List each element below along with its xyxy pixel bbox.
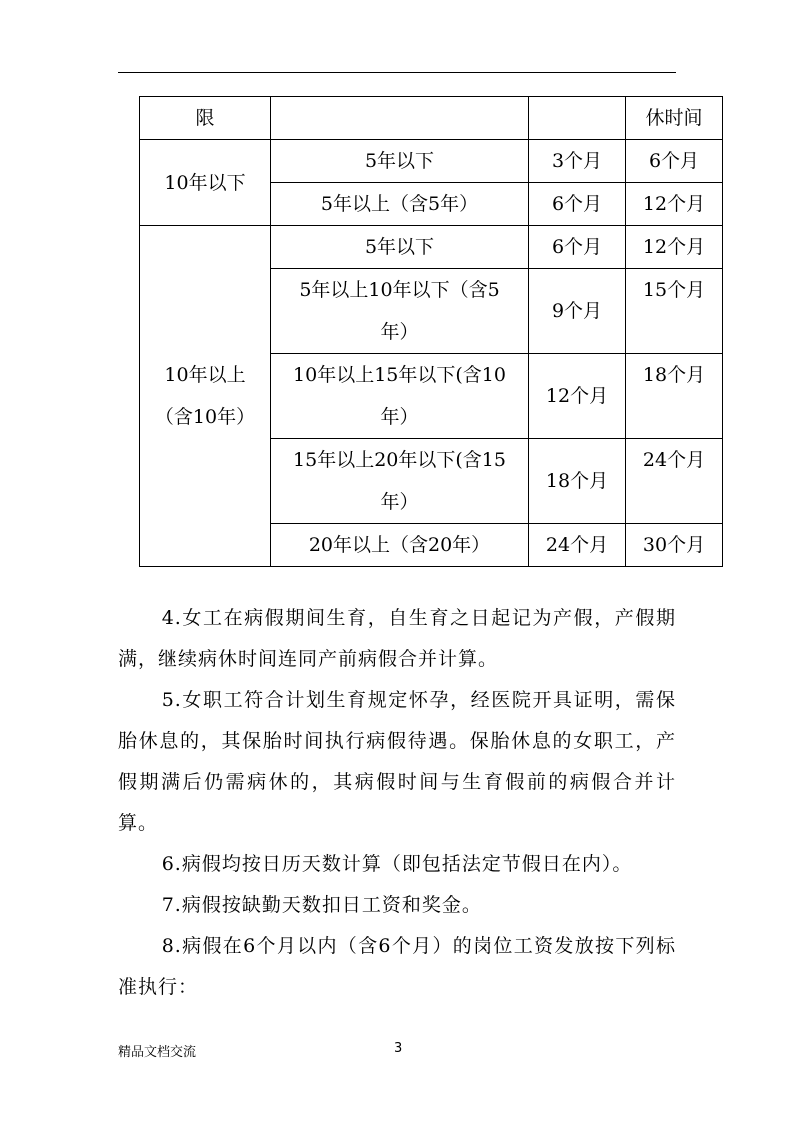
paragraph: 5.女职工符合计划生育规定怀孕，经医院开具证明，需保胎休息的，其保胎时间执行病假待遇。保胎休息的女职工，产假期满后仍需病休的，其病假时间与生育假前的病假合并计算。 <box>118 689 676 834</box>
service-cell: 5年以上（含5年） <box>271 183 529 226</box>
leave-cell: 12个月 <box>529 354 626 439</box>
header-cell: 限 <box>140 97 271 140</box>
rest-cell: 6个月 <box>626 140 723 183</box>
sick-leave-table <box>139 96 723 567</box>
service-cell: 5年以下 <box>271 226 529 269</box>
leave-cell: 24个月 <box>529 524 626 567</box>
service-cell: 20年以上（含20年） <box>271 524 529 567</box>
body-paragraphs <box>118 598 676 1008</box>
table-row <box>140 140 723 183</box>
leave-cell: 6个月 <box>529 183 626 226</box>
leave-cell: 18个月 <box>529 439 626 524</box>
header-rule <box>118 72 676 73</box>
service-line1: 5年以上10年以下（含5 <box>299 279 500 301</box>
group-label-line2: （含10年） <box>154 406 256 428</box>
group-label: 10年以下 <box>140 140 271 226</box>
rest-cell: 30个月 <box>626 524 723 567</box>
service-cell: 5年以下 <box>271 140 529 183</box>
group-label-line1: 10年以上 <box>164 364 246 386</box>
service-line1: 15年以上20年以下(含15 <box>293 449 506 471</box>
table-header-row <box>140 97 723 140</box>
service-cell <box>271 439 529 524</box>
header-cell: 休时间 <box>626 97 723 140</box>
rest-cell: 12个月 <box>626 226 723 269</box>
service-line2: 年） <box>380 491 419 513</box>
header-cell <box>271 97 529 140</box>
group-label <box>140 226 271 567</box>
page-number: 3 <box>394 1041 403 1056</box>
leave-cell: 3个月 <box>529 140 626 183</box>
service-line2: 年） <box>380 321 419 343</box>
service-cell <box>271 354 529 439</box>
rest-cell: 15个月 <box>626 269 723 354</box>
paragraph: 4.女工在病假期间生育，自生育之日起记为产假，产假期满，继续病休时间连同产前病假合并计算。 <box>118 607 676 670</box>
service-cell <box>271 269 529 354</box>
paragraph: 6.病假均按日历天数计算（即包括法定节假日在内）。 <box>161 853 633 875</box>
footer-label: 精品文档交流 <box>118 1045 197 1060</box>
leave-cell: 9个月 <box>529 269 626 354</box>
rest-cell: 24个月 <box>626 439 723 524</box>
service-line2: 年） <box>380 406 419 428</box>
header-cell <box>529 97 626 140</box>
table-row <box>140 226 723 269</box>
service-line1: 10年以上15年以下(含10 <box>293 364 506 386</box>
rest-cell: 18个月 <box>626 354 723 439</box>
rest-cell: 12个月 <box>626 183 723 226</box>
paragraph: 7.病假按缺勤天数扣日工资和奖金。 <box>161 894 482 916</box>
paragraph: 8.病假在6个月以内（含6个月）的岗位工资发放按下列标准执行： <box>118 935 676 998</box>
leave-cell: 6个月 <box>529 226 626 269</box>
